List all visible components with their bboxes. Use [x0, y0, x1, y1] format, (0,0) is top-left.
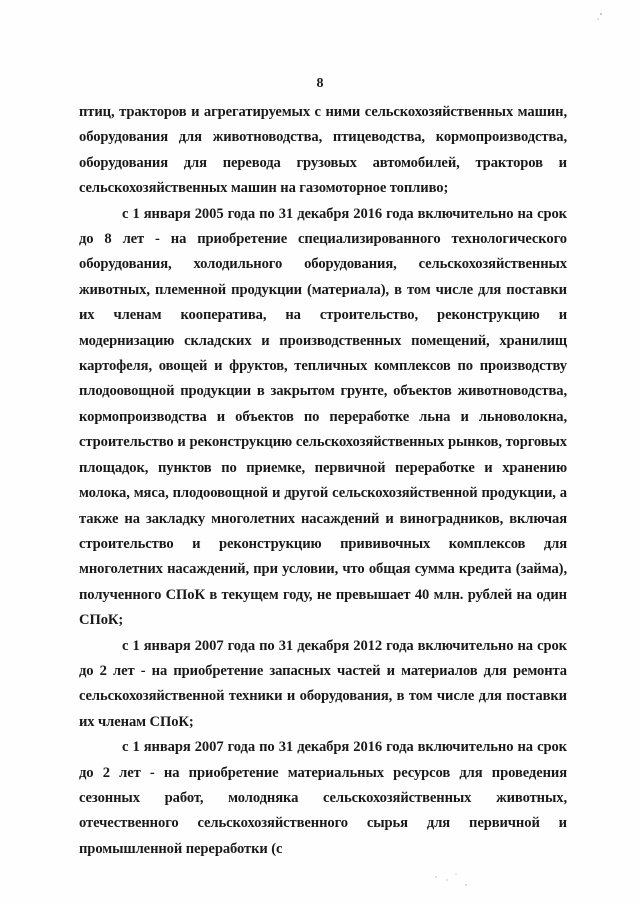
paragraph-specialized-equipment: с 1 января 2005 года по 31 декабря 2016 года включительно на срок до 8 лет - на приобретение специализированного технологического оборудования, холодильного оборудования, сельскохозяйственных животных, племенной продукции (материала), в том числе для поставки их членам кооператива, на строительство, реконструкцию и модернизацию складских и производственных помещений, хранилищ картофеля, овощей и фруктов, тепличных комплексов по производству плодоовощной продукции в закрытом грунте, объектов животноводства, кормопроизводства и объектов по переработке льна и льноволокна, строительство и реконструкцию сельскохозяйственных рынков, торговых площадок, пунктов по приемке, первичной переработке и хранению молока, мяса, плодоовощной и другой сельскохозяйственной продукции, а также на закладку многолетних насаждений и виноградников, включая строительство и реконструкцию прививочных комплексов для многолетних насаждений, при условии, что общая сумма кредита (займа), полученного СПоК в текущем году, не превышает 40 млн. рублей на один СПоК;	[79, 205, 567, 629]
paragraph-continuation: птиц, тракторов и агрегатируемых с ними сельскохозяйственных машин, оборудования для животноводства, птицеводства, кормопроизводства, оборудования для перевода грузовых автомобилей, тракторов и сельскохозяйственных машин на газомоторное топливо;	[79, 104, 567, 197]
paragraph-material-resources: с 1 января 2007 года по 31 декабря 2016 года включительно на срок до 2 лет - на приобретение материальных ресурсов для проведения сезонных работ, молодняка сельскохозяйственных животных, отечественного сельскохозяйственного сырья для первичной и промышленной переработки (с	[79, 739, 567, 857]
paragraph-spare-parts: с 1 января 2007 года по 31 декабря 2012 года включительно на срок до 2 лет - на приобретение запасных частей и материалов для ремонта сельскохозяйственной техники и оборудования, в том числе для поставки их членам СПоК;	[79, 637, 567, 730]
page-number: 8	[316, 76, 324, 91]
document-body	[79, 100, 567, 862]
